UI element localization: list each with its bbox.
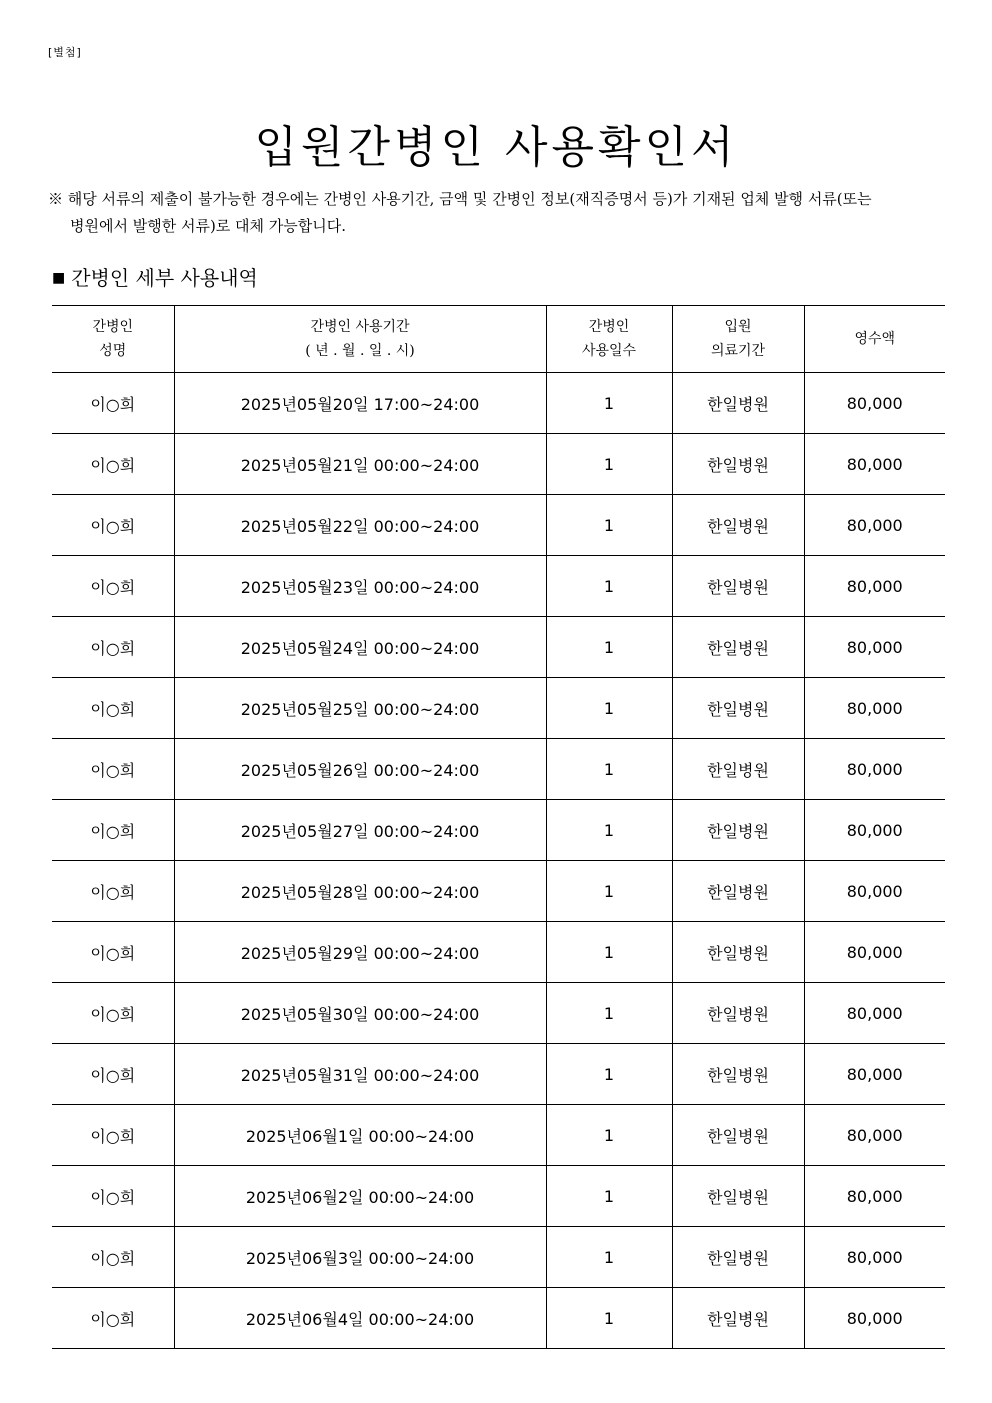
- cell-caregiver-name: 이○희: [52, 800, 174, 861]
- cell-usage-days: 1: [546, 434, 672, 495]
- table-body: [52, 373, 945, 1349]
- cell-caregiver-name: 이○희: [52, 1166, 174, 1227]
- cell-amount: 80,000: [804, 1044, 945, 1105]
- table-row: [52, 373, 945, 434]
- cell-caregiver-name: 이○희: [52, 617, 174, 678]
- cell-amount: 80,000: [804, 1288, 945, 1349]
- cell-amount: 80,000: [804, 678, 945, 739]
- section-heading-label: 간병인 세부 사용내역: [71, 266, 258, 290]
- header-line: 영수액: [854, 331, 896, 347]
- table-row: [52, 1227, 945, 1288]
- cell-usage-days: 1: [546, 1105, 672, 1166]
- table-row: [52, 1044, 945, 1105]
- cell-amount: 80,000: [804, 373, 945, 434]
- cell-caregiver-name: 이○희: [52, 373, 174, 434]
- cell-caregiver-name: 이○희: [52, 1105, 174, 1166]
- header-usage-days: [546, 306, 672, 373]
- cell-usage-period: 2025년06월4일 00:00~24:00: [174, 1288, 546, 1349]
- notice-line-1: ※ 해당 서류의 제출이 불가능한 경우에는 간병인 사용기간, 금액 및 간병인 정보(재직증명서 등)가 기재된 업체 발행 서류(또는: [48, 190, 872, 208]
- cell-hospital: 한일병원: [672, 800, 804, 861]
- cell-amount: 80,000: [804, 861, 945, 922]
- cell-usage-period: 2025년06월2일 00:00~24:00: [174, 1166, 546, 1227]
- cell-usage-period: 2025년05월21일 00:00~24:00: [174, 434, 546, 495]
- table-row: [52, 1105, 945, 1166]
- cell-usage-days: 1: [546, 922, 672, 983]
- cell-caregiver-name: 이○희: [52, 922, 174, 983]
- cell-usage-period: 2025년05월25일 00:00~24:00: [174, 678, 546, 739]
- cell-amount: 80,000: [804, 983, 945, 1044]
- cell-hospital: 한일병원: [672, 739, 804, 800]
- cell-hospital: 한일병원: [672, 434, 804, 495]
- cell-usage-days: 1: [546, 1288, 672, 1349]
- cell-amount: 80,000: [804, 922, 945, 983]
- table-row: [52, 861, 945, 922]
- cell-hospital: 한일병원: [672, 617, 804, 678]
- table-row: [52, 739, 945, 800]
- table-header-row: [52, 306, 945, 373]
- cell-usage-period: 2025년05월26일 00:00~24:00: [174, 739, 546, 800]
- cell-usage-days: 1: [546, 556, 672, 617]
- cell-hospital: 한일병원: [672, 1227, 804, 1288]
- cell-caregiver-name: 이○희: [52, 556, 174, 617]
- header-line: ( 년 . 월 . 일 . 시): [305, 343, 415, 359]
- cell-amount: 80,000: [804, 1166, 945, 1227]
- cell-caregiver-name: 이○희: [52, 983, 174, 1044]
- header-hospital: [672, 306, 804, 373]
- header-line: 간병인: [588, 319, 630, 335]
- cell-amount: 80,000: [804, 1105, 945, 1166]
- header-amount: [804, 306, 945, 373]
- cell-caregiver-name: 이○희: [52, 678, 174, 739]
- header-usage-period: [174, 306, 546, 373]
- cell-usage-period: 2025년05월27일 00:00~24:00: [174, 800, 546, 861]
- header-line: 간병인 사용기간: [310, 319, 410, 335]
- cell-amount: 80,000: [804, 434, 945, 495]
- cell-hospital: 한일병원: [672, 861, 804, 922]
- cell-usage-period: 2025년05월31일 00:00~24:00: [174, 1044, 546, 1105]
- cell-usage-period: 2025년05월29일 00:00~24:00: [174, 922, 546, 983]
- cell-usage-days: 1: [546, 373, 672, 434]
- table-row: [52, 983, 945, 1044]
- caregiver-usage-table: [52, 305, 945, 1349]
- table-row: [52, 1288, 945, 1349]
- cell-usage-period: 2025년05월22일 00:00~24:00: [174, 495, 546, 556]
- cell-caregiver-name: 이○희: [52, 1227, 174, 1288]
- cell-hospital: 한일병원: [672, 983, 804, 1044]
- cell-usage-days: 1: [546, 861, 672, 922]
- table-row: [52, 434, 945, 495]
- cell-usage-period: 2025년05월24일 00:00~24:00: [174, 617, 546, 678]
- cell-amount: 80,000: [804, 800, 945, 861]
- header-line: 의료기간: [710, 343, 766, 359]
- cell-usage-days: 1: [546, 1227, 672, 1288]
- cell-caregiver-name: 이○희: [52, 739, 174, 800]
- cell-hospital: 한일병원: [672, 1105, 804, 1166]
- cell-caregiver-name: 이○희: [52, 861, 174, 922]
- table-row: [52, 800, 945, 861]
- cell-amount: 80,000: [804, 739, 945, 800]
- cell-hospital: 한일병원: [672, 556, 804, 617]
- cell-amount: 80,000: [804, 495, 945, 556]
- cell-hospital: 한일병원: [672, 1288, 804, 1349]
- cell-usage-period: 2025년06월1일 00:00~24:00: [174, 1105, 546, 1166]
- table-row: [52, 556, 945, 617]
- attachment-label: [별첨]: [48, 46, 82, 59]
- notice-text: [48, 186, 948, 240]
- cell-usage-period: 2025년05월23일 00:00~24:00: [174, 556, 546, 617]
- cell-usage-period: 2025년05월30일 00:00~24:00: [174, 983, 546, 1044]
- document-title: 입원간병인 사용확인서: [254, 122, 738, 174]
- cell-amount: 80,000: [804, 556, 945, 617]
- cell-usage-days: 1: [546, 678, 672, 739]
- cell-caregiver-name: 이○희: [52, 434, 174, 495]
- cell-usage-days: 1: [546, 983, 672, 1044]
- notice-line-2: 병원에서 발행한 서류)로 대체 가능합니다.: [70, 217, 347, 235]
- cell-usage-period: 2025년05월28일 00:00~24:00: [174, 861, 546, 922]
- cell-hospital: 한일병원: [672, 495, 804, 556]
- header-line: 사용일수: [581, 343, 637, 359]
- table-row: [52, 617, 945, 678]
- cell-amount: 80,000: [804, 1227, 945, 1288]
- cell-caregiver-name: 이○희: [52, 495, 174, 556]
- cell-amount: 80,000: [804, 617, 945, 678]
- cell-usage-period: 2025년06월3일 00:00~24:00: [174, 1227, 546, 1288]
- header-line: 성명: [99, 343, 127, 359]
- cell-usage-period: 2025년05월20일 17:00~24:00: [174, 373, 546, 434]
- square-bullet-icon: ■: [52, 270, 66, 286]
- cell-usage-days: 1: [546, 495, 672, 556]
- cell-usage-days: 1: [546, 1044, 672, 1105]
- section-heading: [52, 262, 258, 291]
- cell-caregiver-name: 이○희: [52, 1288, 174, 1349]
- cell-usage-days: 1: [546, 739, 672, 800]
- table-row: [52, 678, 945, 739]
- cell-hospital: 한일병원: [672, 373, 804, 434]
- cell-hospital: 한일병원: [672, 1044, 804, 1105]
- cell-usage-days: 1: [546, 617, 672, 678]
- cell-caregiver-name: 이○희: [52, 1044, 174, 1105]
- table-row: [52, 1166, 945, 1227]
- cell-usage-days: 1: [546, 800, 672, 861]
- cell-hospital: 한일병원: [672, 922, 804, 983]
- table-row: [52, 495, 945, 556]
- cell-hospital: 한일병원: [672, 678, 804, 739]
- header-caregiver-name: [52, 306, 174, 373]
- table-row: [52, 922, 945, 983]
- cell-hospital: 한일병원: [672, 1166, 804, 1227]
- header-line: 간병인: [92, 319, 134, 335]
- cell-usage-days: 1: [546, 1166, 672, 1227]
- header-line: 입원: [724, 319, 752, 335]
